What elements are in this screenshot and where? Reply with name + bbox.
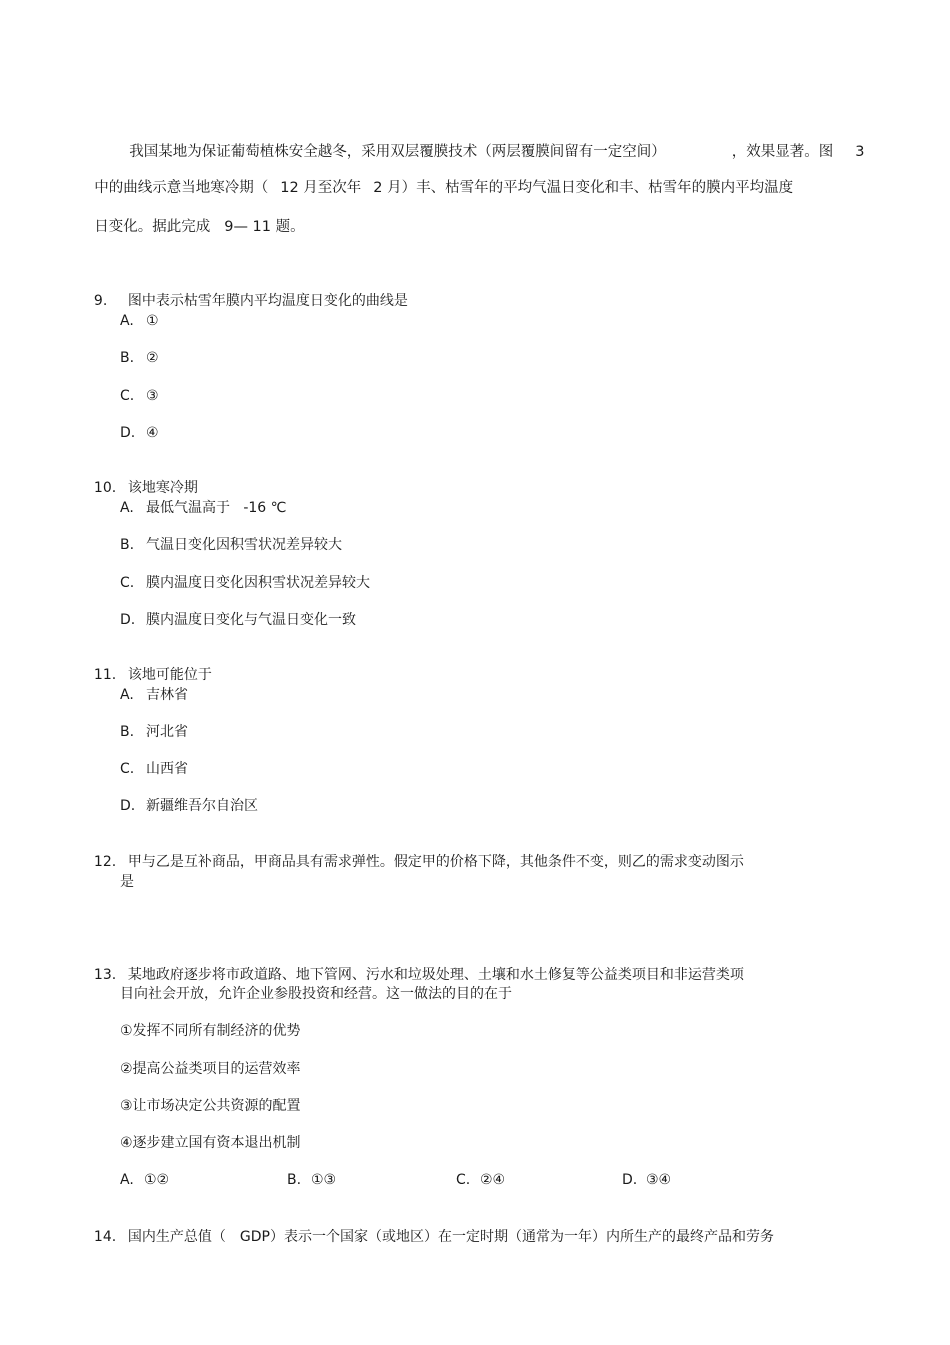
q11-option-a xyxy=(120,686,188,704)
question-stem-b: GDP）表示一个国家（或地区）在一定时期（通常为一年）内所生产的最终产品和劳务 xyxy=(239,1229,774,1245)
option-text: ①③ xyxy=(311,1172,337,1188)
q10-option-a xyxy=(120,499,286,517)
q13-option-b xyxy=(287,1171,336,1189)
option-label: C. xyxy=(120,388,135,404)
q13-statement-4 xyxy=(120,1134,301,1152)
option-text: ① xyxy=(146,313,159,329)
question-stem-continuation: 是 xyxy=(120,874,134,890)
option-label: A. xyxy=(120,500,134,516)
intro-line-1 xyxy=(120,125,864,161)
intro-text-1c: 3 xyxy=(855,144,865,160)
question-12 xyxy=(85,835,744,871)
intro-line-2 xyxy=(85,161,793,197)
option-label: B. xyxy=(120,350,135,366)
option-text: 膜内温度日变化与气温日变化一致 xyxy=(146,612,356,628)
option-label: C. xyxy=(456,1172,471,1188)
question-12-stem-cont xyxy=(120,873,134,891)
question-stem: 国内生产总值（ xyxy=(127,1229,226,1245)
option-text: ② xyxy=(146,350,159,366)
option-text: 河北省 xyxy=(146,724,188,740)
question-13-stem-cont xyxy=(120,985,512,1003)
option-text: ④ xyxy=(146,425,159,441)
option-label: D. xyxy=(120,425,136,441)
option-text: 膜内温度日变化因积雪状况差异较大 xyxy=(146,575,370,591)
option-label: B. xyxy=(120,724,135,740)
question-number: 14. xyxy=(93,1229,117,1245)
option-label: B. xyxy=(287,1172,302,1188)
question-number: 12. xyxy=(93,854,117,870)
option-label: A. xyxy=(120,313,134,329)
q9-option-b xyxy=(120,349,159,367)
q11-option-b xyxy=(120,723,188,741)
option-text: 最低气温高于 -16 ℃ xyxy=(146,500,287,516)
q11-option-d xyxy=(120,797,258,815)
option-label: A. xyxy=(120,1172,134,1188)
q9-option-d xyxy=(120,424,159,442)
option-label: D. xyxy=(622,1172,638,1188)
intro-text-2c: 2 月）丰、枯雪年的平均气温日变化和丰、枯雪年的膜内平均温度 xyxy=(373,180,794,196)
intro-text-2a: 中的曲线示意当地寒冷期（ xyxy=(94,180,269,196)
question-stem: 甲与乙是互补商品，甲商品具有需求弹性。假定甲的价格下降，其他条件不变，则乙的需求变动图示 xyxy=(127,854,744,870)
intro-line-3 xyxy=(85,200,305,236)
option-text: 吉林省 xyxy=(146,687,188,703)
intro-text-1a: 我国某地为保证葡萄植株安全越冬，采用双层覆膜技术（两层覆膜间留有一定空间） xyxy=(129,144,666,160)
question-10 xyxy=(85,461,198,497)
option-label: B. xyxy=(120,537,135,553)
option-text: ③ xyxy=(146,388,159,404)
intro-text-2b: 12 月至次年 xyxy=(280,180,362,196)
intro-text-1b: ，效果显著。图 xyxy=(731,144,834,160)
q13-option-a xyxy=(120,1171,169,1189)
question-13 xyxy=(85,948,744,984)
q10-option-c xyxy=(120,574,370,592)
question-14 xyxy=(85,1210,774,1246)
question-stem: 该地可能位于 xyxy=(127,667,212,683)
q13-statement-2 xyxy=(120,1060,301,1078)
statement-text: ④逐步建立国有资本退出机制 xyxy=(120,1135,301,1151)
statement-text: ①发挥不同所有制经济的优势 xyxy=(120,1023,301,1039)
option-label: C. xyxy=(120,575,135,591)
option-label: A. xyxy=(120,687,134,703)
statement-text: ③让市场决定公共资源的配置 xyxy=(120,1098,301,1114)
question-number: 11. xyxy=(93,667,117,683)
q13-option-c xyxy=(456,1171,505,1189)
question-number: 13. xyxy=(93,967,117,983)
question-number: 9. xyxy=(93,293,108,309)
option-text: 山西省 xyxy=(146,761,188,777)
question-stem: 某地政府逐步将市政道路、地下管网、污水和垃圾处理、土壤和水土修复等公益类项目和非运营类项 xyxy=(127,967,744,983)
q13-statement-1 xyxy=(120,1022,301,1040)
statement-text: ②提高公益类项目的运营效率 xyxy=(120,1061,301,1077)
intro-text-3a: 日变化。据此完成 xyxy=(94,219,211,235)
q11-option-c xyxy=(120,760,188,778)
intro-text-3b: 9— 11 题。 xyxy=(224,219,305,235)
option-label: D. xyxy=(120,612,136,628)
option-text: 新疆维吾尔自治区 xyxy=(146,798,258,814)
q13-option-d xyxy=(622,1171,671,1189)
option-text: 气温日变化因积雪状况差异较大 xyxy=(146,537,342,553)
question-stem: 该地寒冷期 xyxy=(127,480,198,496)
question-11 xyxy=(85,648,212,684)
option-text: ②④ xyxy=(480,1172,506,1188)
option-label: D. xyxy=(120,798,136,814)
question-9 xyxy=(85,274,408,310)
q13-statement-3 xyxy=(120,1097,301,1115)
q9-option-a xyxy=(120,312,159,330)
option-text: ③④ xyxy=(646,1172,672,1188)
question-stem: 图中表示枯雪年膜内平均温度日变化的曲线是 xyxy=(127,293,408,309)
q10-option-b xyxy=(120,536,342,554)
question-stem-continuation: 目向社会开放，允许企业参股投资和经营。这一做法的目的在于 xyxy=(120,986,512,1002)
option-text: ①② xyxy=(144,1172,170,1188)
question-number: 10. xyxy=(93,480,117,496)
q10-option-d xyxy=(120,611,356,629)
q9-option-c xyxy=(120,387,159,405)
option-label: C. xyxy=(120,761,135,777)
